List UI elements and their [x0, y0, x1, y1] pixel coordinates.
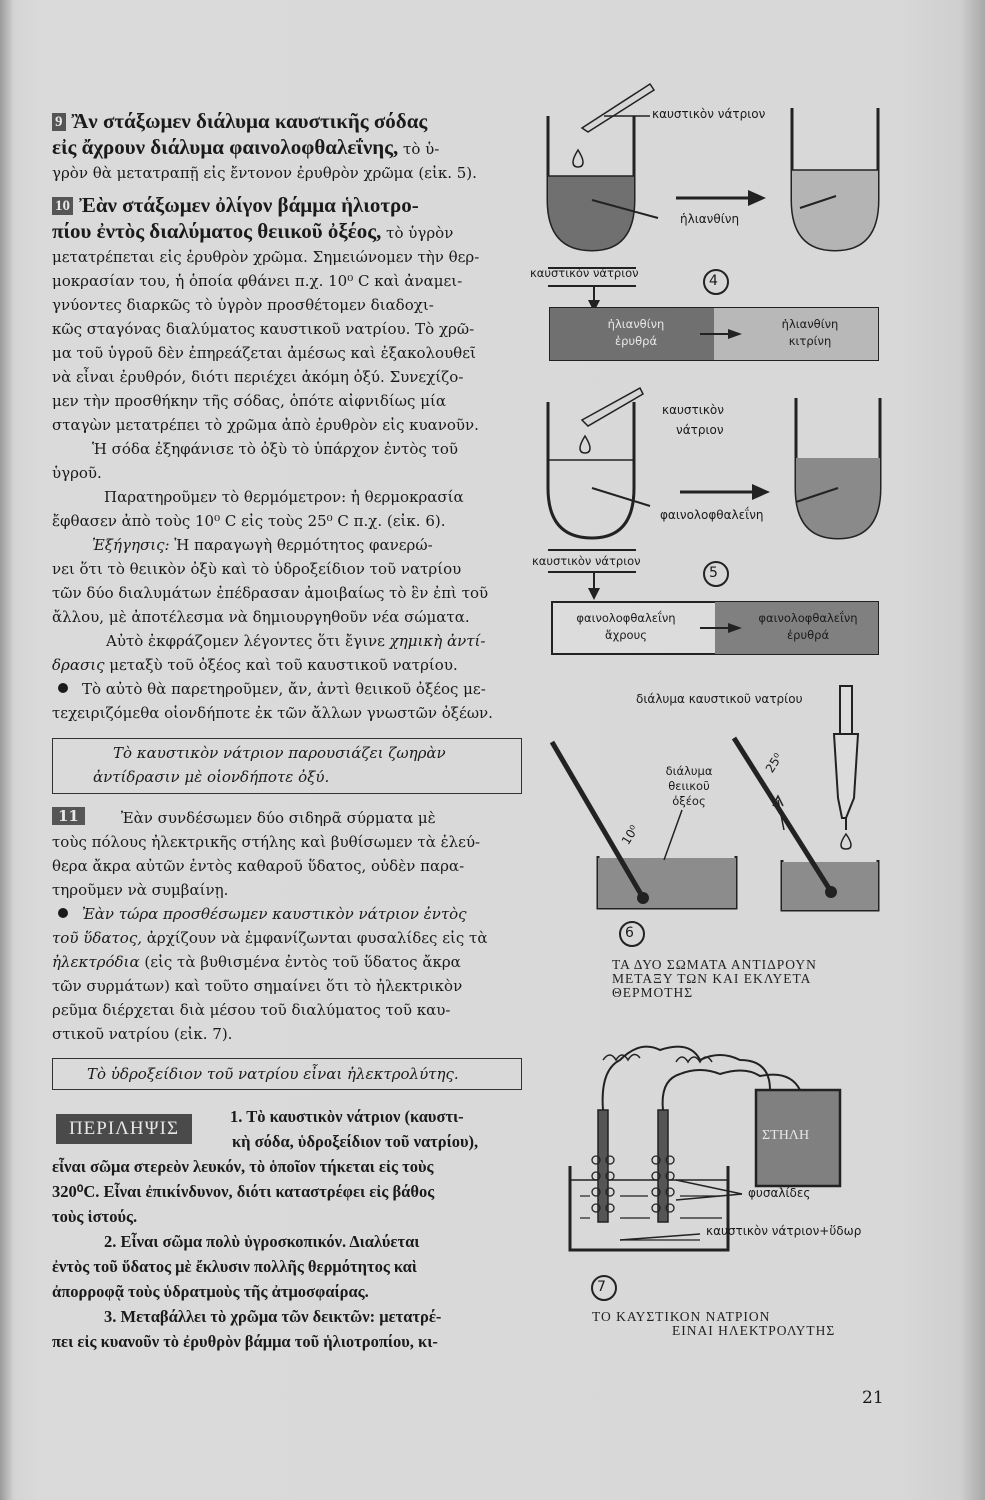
paragraph-10-line: μετατρέπεται εἰς ἐρυθρὸν χρῶμα. Σημειώνομεν τὴν θερ- [52, 248, 480, 266]
paragraph-11-bullet-line: στικοῦ νατρίου (εἰκ. 7). [52, 1025, 233, 1043]
paragraph-9-heading-1: Ἂν στάξωμεν διάλυμα καυστικῆς σόδας [71, 109, 428, 133]
paragraph-number-10: 10 [52, 197, 73, 215]
paragraph-10-indent-1b: ὑγροῦ. [52, 464, 102, 482]
paragraph-10-line: κῶς σταγόνας διαλύματος καυστικοῦ νατρίου. Τὸ χρῶ- [52, 320, 475, 338]
paragraph-11-line: θερα ἄκρα αὐτῶν ἐντὸς καθαροῦ ὕδατος, οὐδὲν παρα- [52, 857, 465, 875]
paragraph-11-bullet-italic-3: ἠλεκτρόδια [52, 953, 140, 971]
reaction-term-1: χημικὴ ἀντί- [389, 632, 486, 650]
summary-1d: 320⁰C. Εἶναι ἐπικίνδυνον, διότι καταστρέφει εἰς βάθος [52, 1182, 435, 1201]
summary-1c: εἶναι σῶμα στερεὸν λευκόν, τὸ ὁποῖον τήκεται εἰς τοὺς [52, 1157, 434, 1176]
summary-1a: 1. Τὸ καυστικὸν νάτριον (καυστι- [230, 1107, 464, 1126]
explanation-line: ἄλλου, μὲ ἀποτέλεσμα νὰ δημιουργηθοῦν νέα σώματα. [52, 608, 470, 626]
reaction-text-1: Αὐτὸ ἐκφράζομεν λέγοντες ὅτι ἔγινε [106, 632, 390, 650]
paragraph-11-line: τοὺς πόλους ἠλεκτρικῆς στήλης καὶ βυθίσωμεν τὰ ἐλεύ- [52, 833, 481, 851]
paragraph-10-indent-1: Ἡ σόδα ἐξηφάνισε τὸ ὀξὺ τὸ ὑπάρχον ἐντὸς τοῦ [92, 440, 458, 458]
fig4-box-right [760, 316, 860, 350]
fig6-acid-label-2: θειικοῦ [668, 779, 710, 793]
fig7-bubbles-label: φυσαλίδες [748, 1186, 811, 1200]
paragraph-10-line: σταγὼν μετατρέπει τὸ χρῶμα ἀπὸ ἐρυθρὸν εἰς κυανοῦν. [52, 416, 479, 434]
fig4-naoh-label-2: καυστικὸν νάτριον [530, 266, 639, 280]
bullet-1-line-2: τεχειριζόμεθα οἱονδήποτε ἐκ τῶν ἄλλων γνωστῶν ὀξέων. [52, 704, 493, 722]
fig5-box-right-2: ἐρυθρά [786, 628, 830, 642]
paragraph-10-line: γνύοντες διαρκῶς τὸ ὑγρὸν προσθέτομεν διαδοχι- [52, 296, 434, 314]
summary-2c: ἀπορροφᾷ τοὺς ὑδρατμοὺς τῆς ἀτμοσφαίρας. [52, 1282, 369, 1301]
fig5-box-left-1: φαινολοφθαλεΐνη [576, 611, 676, 625]
fig7-solution-label: καυστικὸν νάτριον+ὕδωρ [706, 1224, 862, 1238]
highlight-box-2-line-1: Τὸ ὑδροξείδιον τοῦ νατρίου εἶναι ἠλεκτρολύτης. [87, 1065, 459, 1083]
fig7-caption-2: ΕΙΝΑΙ ΗΛΕΚΤΡΟΛΥΤΗΣ [672, 1323, 836, 1338]
highlight-box-1-line-1: Τὸ καυστικὸν νάτριον παρουσιάζει ζωηρὰν [113, 744, 446, 762]
summary-1b: κὴ σόδα, ὑδροξείδιον τοῦ νατρίου), [232, 1132, 479, 1151]
fig5-naoh-label-1: καυστικὸν [662, 403, 724, 417]
paragraph-10-line: μεν τὴν προσθήκην τῆς σόδας, ὁπότε αἰφνιδίως μία [52, 392, 446, 410]
fig4-box-right-1: ἡλιανθίνη [781, 317, 839, 331]
explanation-line-1: Ἡ παραγωγὴ θερμότητος φανερώ- [169, 536, 433, 554]
fig5-naoh-label [662, 400, 724, 440]
fig6-temp-10: 10⁰ [618, 822, 642, 848]
fig4-box-left-1: ἡλιανθίνη [607, 317, 665, 331]
fig4-box-left [576, 316, 696, 350]
fig6-caption-1: ΤΑ ΔΥΟ ΣΩΜΑΤΑ ΑΝΤΙΔΡΟΥΝ [612, 957, 817, 972]
explanation-line: νει ὅτι τὸ θειικὸν ὀξὺ καὶ τὸ ὑδροξείδιον τοῦ νατρίου [52, 560, 462, 578]
fig6-caption [612, 958, 817, 1000]
paragraph-10-line: νὰ εἶναι ἐρυθρόν, διότι περιέχει ἀκόμη ὀξύ. Συνεχίζο- [52, 368, 464, 386]
summary-2a: 2. Εἶναι σῶμα πολὺ ὑγροσκοπικόν. Διαλύεται [104, 1232, 420, 1251]
paragraph-10-indent-2b: ἔφθασεν ἀπὸ τοὺς 10⁰ C εἰς τοὺς 25⁰ C π.χ. (εἰκ. 6). [52, 512, 446, 530]
fig4-number: 4 [709, 273, 718, 289]
bullet-1-line-1: Τὸ αὐτὸ θὰ παρετηροῦμεν, ἄν, ἀντὶ θειικοῦ ὀξέος με- [82, 680, 486, 698]
summary-3a: 3. Μεταβάλλει τὸ χρῶμα τῶν δεικτῶν: μετατρέ- [104, 1307, 442, 1326]
paragraph-11-bullet-line: ρεῦμα διέρχεται διὰ μέσου τοῦ διαλύματος τοῦ καυ- [52, 1001, 451, 1019]
fig7-caption-1: ΤΟ ΚΑΥΣΤΙΚΟΝ ΝΑΤΡΙΟΝ [592, 1309, 771, 1324]
fig6-number: 6 [625, 925, 634, 941]
fig4-box-right-2: κιτρίνη [788, 334, 832, 348]
paragraph-number-11: 11 [52, 807, 85, 825]
fig6-caption-2: ΜΕΤΑΞΥ ΤΩΝ ΚΑΙ ΕΚΛΥΕΤΑ [612, 971, 812, 986]
fig4-naoh-label: καυστικὸν νάτριον [652, 107, 766, 121]
fig5-box-left-2: ἄχρους [605, 628, 647, 642]
fig6-temp-25: 25⁰ [762, 750, 786, 776]
fig5-box-left [556, 610, 696, 644]
explanation-line: τῶν δύο διαλυμάτων ἐπέδρασαν ἀμοιβαίως τὸ ἓν ἐπὶ τοῦ [52, 584, 489, 602]
paragraph-10-heading-1: Ἐὰν στάξωμεν ὀλίγον βάμμα ἡλιοτρο- [79, 193, 419, 217]
fig5-box-right [738, 610, 878, 644]
summary-2b: ἐντὸς τοῦ ὕδατος μὲ ἔκλυσιν πολλῆς θερμότητος καὶ [52, 1257, 417, 1276]
paragraph-number-9: 9 [52, 113, 66, 131]
summary-1e: τοὺς ἱστούς. [52, 1207, 138, 1226]
fig6-acid-label-1: διάλυμα [665, 764, 713, 778]
paragraph-10-line: μα τοῦ ὑγροῦ δὲν ἐπηρεάζεται ἀμέσως καὶ ἐξακολουθεῖ [52, 344, 476, 362]
fig5-box-right-1: φαινολοφθαλεΐνη [758, 611, 858, 625]
paragraph-9-heading-2: εἰς ἄχρουν διάλυμα φαινολοφθαλεΐνης, [52, 135, 399, 159]
paragraph-10-tail: τὸ ὑγρὸν [381, 224, 454, 242]
paragraph-9-tail: τὸ ὑ- [398, 140, 440, 158]
fig6-caption-3: ΘΕΡΜΟΤΗΣ [612, 985, 694, 1000]
paragraph-11-bullet-line: τῶν συρμάτων) καὶ τοῦτο σημαίνει ὅτι τὸ ἠλεκτρικὸν [52, 977, 463, 995]
paragraph-11-bullet-rest-2: ἀρχίζουν νὰ ἐμφανίζωνται φυσαλίδες εἰς τὰ [142, 929, 488, 947]
paragraph-11-bullet-italic-2: τοῦ ὕδατος, [52, 929, 142, 947]
paragraph-11-line: Ἐὰν συνδέσωμεν δύο σιδηρᾶ σύρματα μὲ [120, 809, 436, 827]
paragraph-10-heading-2: πίου ἐντὸς διαλύματος θειικοῦ ὀξέος, [52, 219, 382, 243]
fig6-naoh-solution-label: διάλυμα καυστικοῦ νατρίου [636, 692, 803, 706]
reaction-text-2: μεταξὺ τοῦ ὀξέος καὶ τοῦ καυστικοῦ νατρίου. [104, 656, 458, 674]
summary-title: ΠΕΡΙΛΗΨΙΣ [56, 1114, 192, 1144]
fig4-litmus-label: ἡλιανθίνη [680, 212, 740, 226]
paragraph-11-line: τηροῦμεν νὰ συμβαίνῃ. [52, 881, 229, 899]
fig5-number: 5 [709, 565, 718, 581]
fig5-naoh-label-2: νάτριον [676, 423, 724, 437]
explanation-label: Ἐξήγησις: [92, 536, 170, 554]
fig7-number: 7 [597, 1279, 606, 1295]
fig6-acid-label [654, 764, 724, 809]
summary-3b: πει εἰς κυανοῦν τὸ ἐρυθρὸν βάμμα τοῦ ἡλιοτροπίου, κι- [52, 1332, 438, 1351]
fig6-acid-label-3: ὀξέος [672, 794, 706, 808]
fig7-caption [592, 1310, 835, 1338]
reaction-term-2: δρασις [52, 656, 105, 674]
fig5-naoh-label-bottom: καυστικὸν νάτριον [532, 554, 641, 568]
paragraph-10-line: μοκρασίαν του, ἡ ὁποία φθάνει π.χ. 10⁰ C καὶ ἀναμει- [52, 272, 463, 290]
paragraph-11-bullet-rest-3: (εἰς τὰ βυθισμένα ἐντὸς τοῦ ὕδατος ἄκρα [139, 953, 461, 971]
page-number: 21 [862, 1388, 884, 1408]
paragraph-11-bullet-italic: Ἐὰν τώρα προσθέσωμεν καυστικὸν νάτριον ἐντὸς [82, 905, 467, 923]
fig5-phenol-label: φαινολοφθαλεΐνη [660, 508, 764, 522]
highlight-box-1-line-2: ἀντίδρασιν μὲ οἱονδήποτε ὀξύ. [93, 768, 330, 786]
fig7-battery-label: ΣΤΗΛΗ [762, 1128, 810, 1143]
fig4-box-left-2: ἐρυθρά [614, 334, 658, 348]
paragraph-10-indent-2: Παρατηροῦμεν τὸ θερμόμετρον: ἡ θερμοκρασία [104, 488, 464, 506]
paragraph-9-line-3: γρὸν θὰ μετατραπῇ εἰς ἔντονον ἐρυθρὸν χρῶμα (εἰκ. 5). [52, 164, 477, 182]
